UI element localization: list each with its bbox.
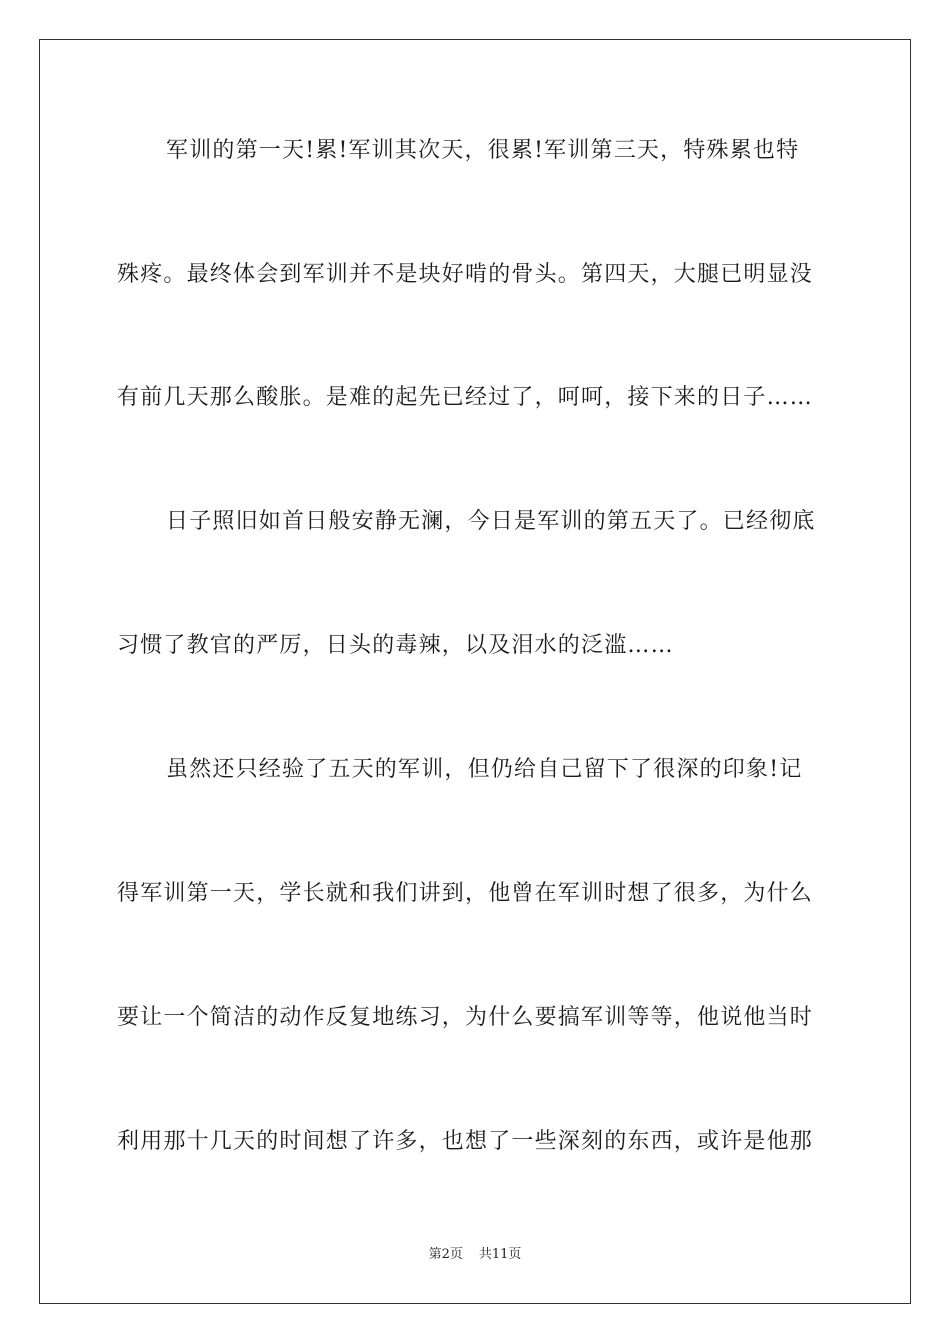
paragraph-1-line-3: 有前几天那么酸胀。是难的起先已经过了，呵呵，接下来的日子…… <box>117 385 814 410</box>
paragraph-1-line-1: 军训的第一天!累!军训其次天，很累!军训第三天，特殊累也特 <box>166 138 800 163</box>
paragraph-1-line-2: 殊疼。最终体会到军训并不是块好啃的骨头。第四天，大腿已明显没 <box>117 262 814 287</box>
paragraph-2-line-2: 习惯了教官的严厉，日头的毒辣，以及泪水的泛滥…… <box>117 633 674 658</box>
paragraph-3-line-3: 要让一个简洁的动作反复地练习，为什么要搞军训等等，他说他当时 <box>117 1005 814 1030</box>
paragraph-3-line-2: 得军训第一天，学长就和我们讲到，他曾在军训时想了很多，为什么 <box>117 881 814 906</box>
page-footer <box>0 1246 950 1264</box>
page-number: 第2页 <box>428 1247 463 1262</box>
page-border <box>39 39 911 1304</box>
paragraph-3-line-1: 虽然还只经验了五天的军训，但仍给自己留下了很深的印象!记 <box>166 757 803 782</box>
paragraph-2-line-1: 日子照旧如首日般安静无澜，今日是军训的第五天了。已经彻底 <box>166 509 816 534</box>
page-total: 共11页 <box>478 1247 522 1262</box>
paragraph-3-line-4: 利用那十几天的时间想了许多，也想了一些深刻的东西，或许是他那 <box>117 1129 814 1154</box>
